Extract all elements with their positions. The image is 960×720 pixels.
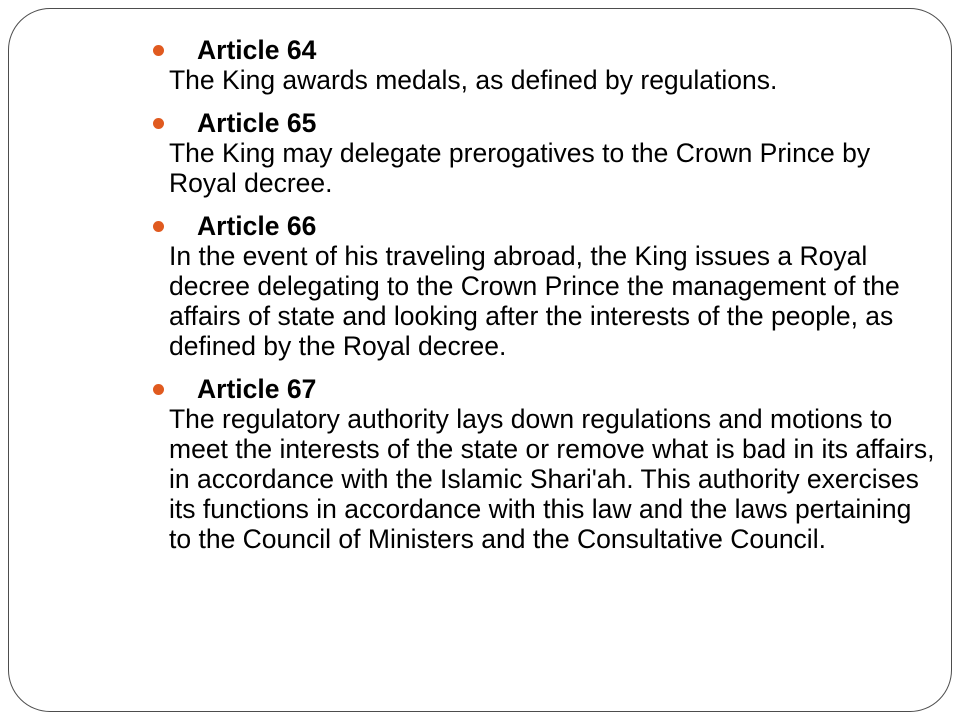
article-title: Article 66 [197, 211, 317, 241]
article-list [169, 35, 939, 567]
article-title: Article 64 [197, 35, 317, 65]
bullet-dot-icon [153, 221, 164, 232]
article-text: The King may delegate prerogatives to the Crown Prince by Royal decree. [169, 138, 871, 198]
article-text: The King awards medals, as defined by regulations. [169, 65, 778, 95]
bullet-dot-icon [153, 118, 164, 129]
article-text: The regulatory authority lays down regulations and motions to meet the interests of the state or remove what is bad in its affairs, in accordance with the Islamic Shari'ah. This authority exercises its functions in accordance with this law and the laws pertaining to the Council of Ministers and the Consultative Council. [169, 404, 935, 554]
article-title: Article 65 [197, 108, 317, 138]
bullet-dot-icon [153, 45, 164, 56]
bullet-dot-icon [153, 384, 164, 395]
article-item-66 [169, 211, 939, 361]
article-text: In the event of his traveling abroad, the King issues a Royal decree delegating to the Crown Prince the management of the affairs of state and looking after the interests of the people, as defined by the Royal decree. [169, 241, 900, 361]
slide-frame [8, 8, 952, 712]
article-title: Article 67 [197, 374, 317, 404]
article-item-64 [169, 35, 939, 95]
article-item-65 [169, 108, 939, 198]
article-item-67 [169, 374, 939, 554]
